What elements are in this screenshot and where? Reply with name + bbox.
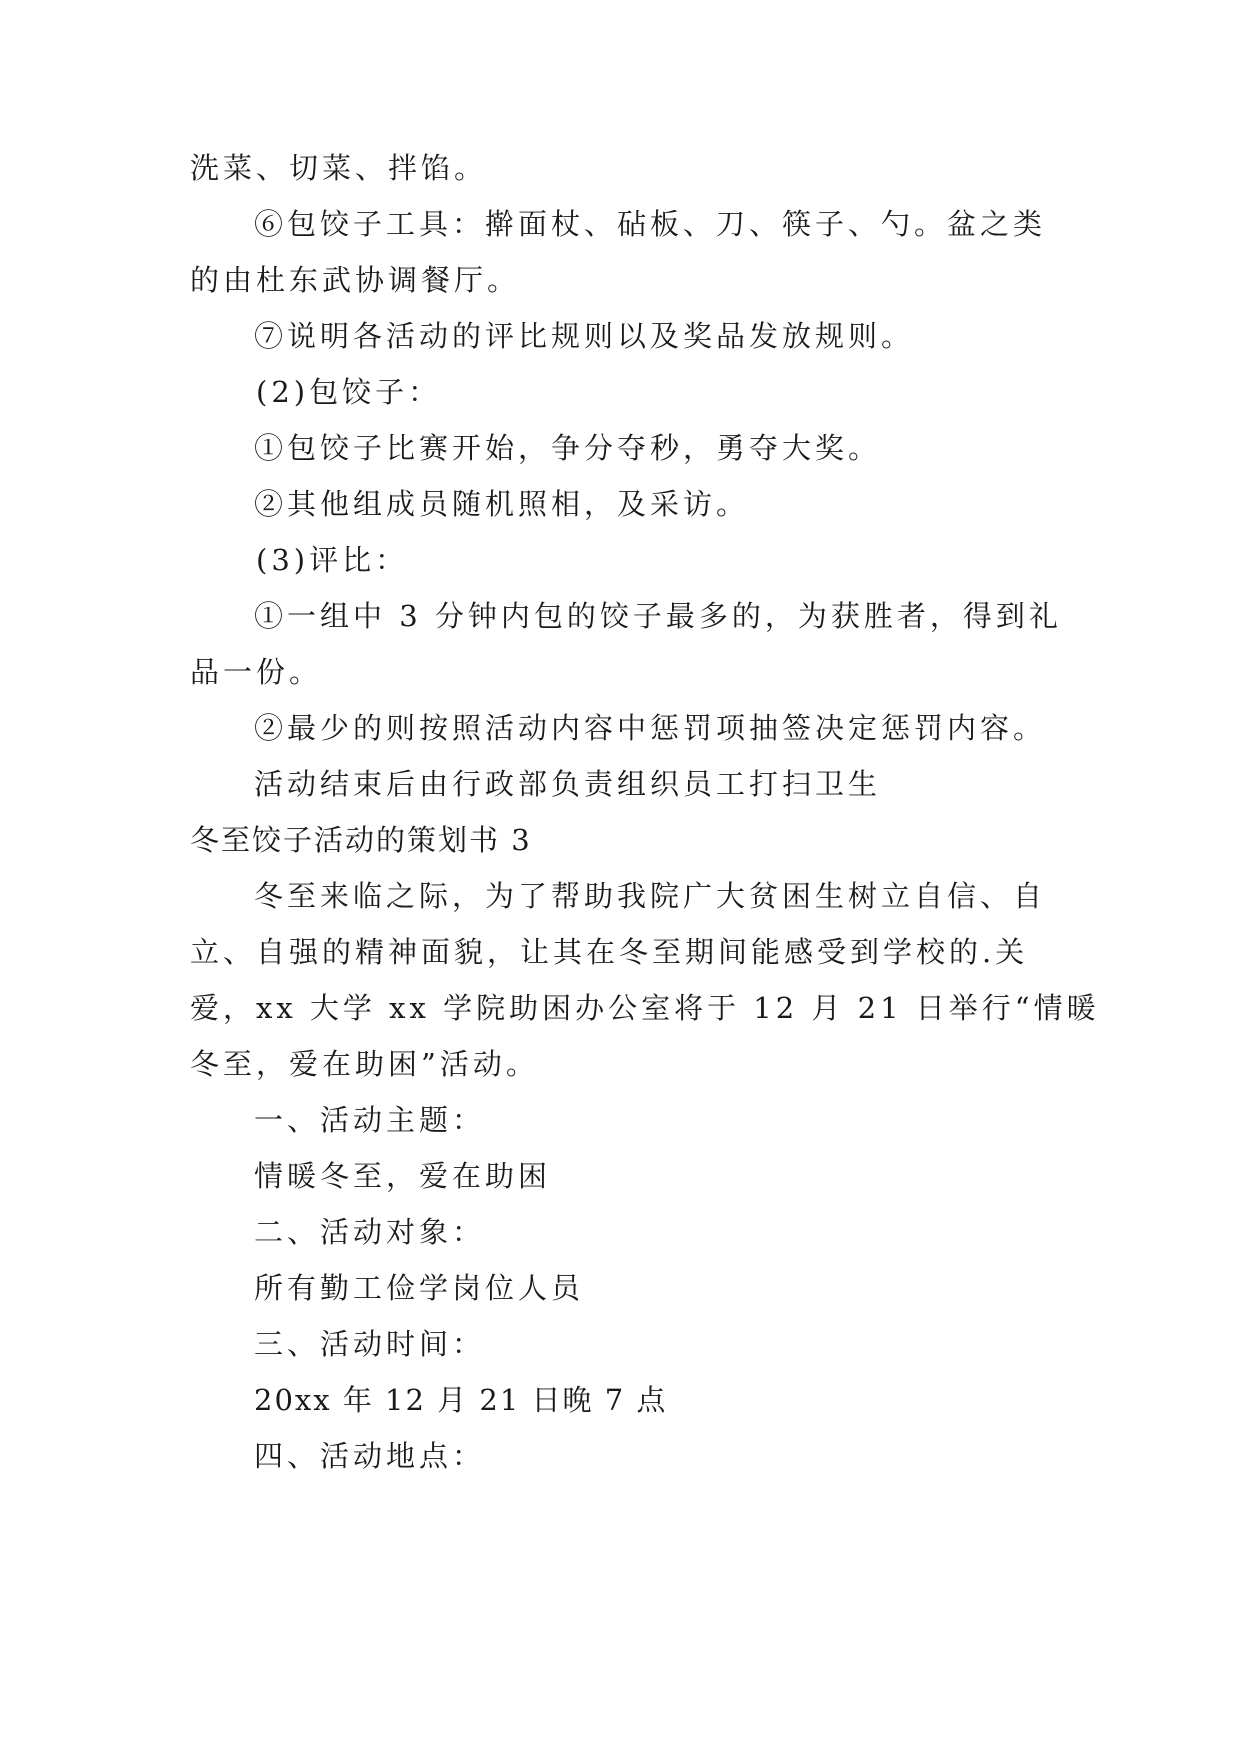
text-line: 的由杜东武协调餐厅。 <box>190 263 521 297</box>
text-line: ⑦说明各活动的评比规则以及奖品发放规则。 <box>254 319 915 353</box>
text-line: ①一组中 3 分钟内包的饺子最多的，为获胜者，得到礼 <box>254 599 1062 633</box>
section-heading: (2)包饺子： <box>256 375 442 409</box>
text-line: 20xx 年 12 月 21 日晚 7 点 <box>254 1383 668 1417</box>
text-line: 冬至来临之际，为了帮助我院广大贫困生树立自信、自 <box>254 879 1047 913</box>
text-line: 立、自强的精神面貌，让其在冬至期间能感受到学校的.关 <box>190 935 1029 969</box>
text-line: ①包饺子比赛开始，争分夺秒，勇夺大奖。 <box>254 431 882 465</box>
text-line: ②其他组成员随机照相，及采访。 <box>254 487 750 521</box>
text-line: ②最少的则按照活动内容中惩罚项抽签决定惩罚内容。 <box>254 711 1047 745</box>
section-heading: 四、活动地点： <box>254 1439 486 1473</box>
text-line: 洗菜、切菜、拌馅。 <box>190 151 488 185</box>
text-line: 情暖冬至，爱在助困 <box>254 1159 552 1193</box>
text-line: ⑥包饺子工具：擀面杖、砧板、刀、筷子、勺。盆之类 <box>254 207 1047 241</box>
text-line: 品一份。 <box>190 655 323 689</box>
section-heading: 二、活动对象： <box>254 1215 486 1249</box>
text-line: 活动结束后由行政部负责组织员工打扫卫生 <box>254 767 882 801</box>
document-title: 冬至饺子活动的策划书 3 <box>190 823 532 857</box>
text-line: 冬至，爱在助困”活动。 <box>190 1047 539 1081</box>
section-heading: 一、活动主题： <box>254 1103 486 1137</box>
section-heading: (3)评比： <box>256 543 409 577</box>
text-line: 爱，xx 大学 xx 学院助困办公室将于 12 月 21 日举行“情暖 <box>190 991 1100 1025</box>
section-heading: 三、活动时间： <box>254 1327 486 1361</box>
text-line: 所有勤工俭学岗位人员 <box>254 1271 585 1305</box>
